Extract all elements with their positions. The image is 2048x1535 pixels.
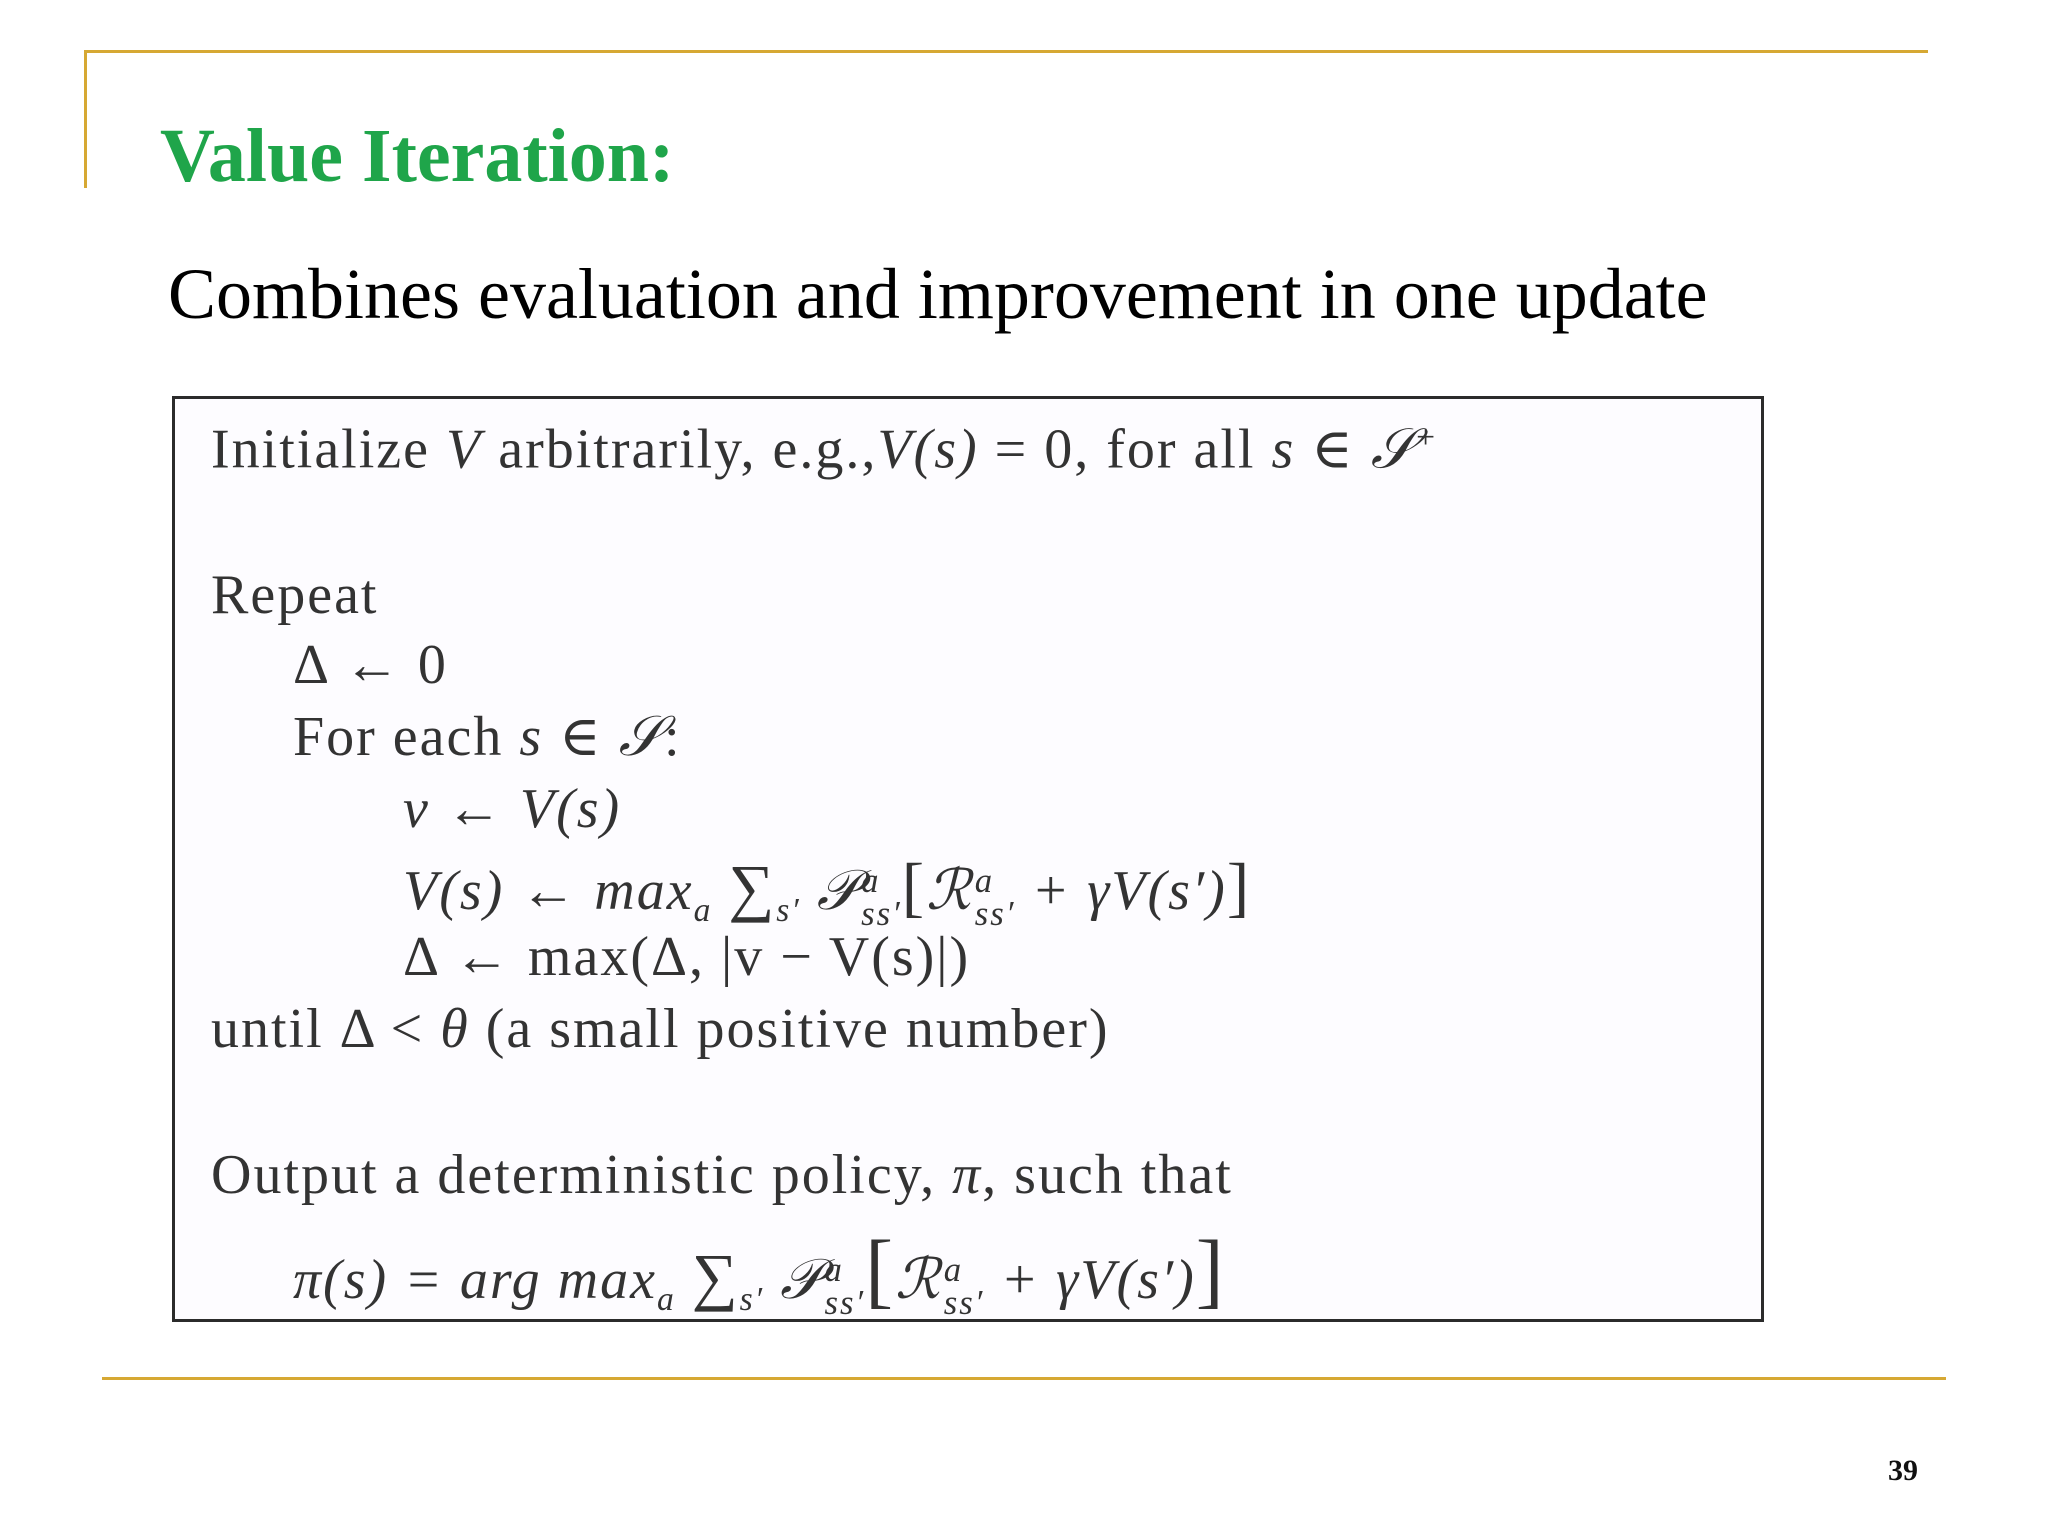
v-assign-line: v ← V(s) <box>403 778 622 840</box>
value-update-line: V(s) ← $\max_a \sum_{s'}$ 𝒫a ss′[ℛa ss′ + γV(s′)] <box>403 849 1252 933</box>
repeat-keyword: Repeat <box>211 564 379 626</box>
algorithm-box <box>172 396 1764 1322</box>
policy-formula-line: π(s) = arg $\max_a \sum_{s'}$ 𝒫a ss′[ℛa ss′ + γV(s′)] <box>293 1224 1226 1322</box>
init-line: Initialize V arbitrarily, e.g.,V(s) = 0, for all s ∈ 𝒮+ <box>211 416 1438 482</box>
output-line: Output a deterministic policy, π, such that <box>211 1144 1233 1206</box>
until-line: until Δ < θ (a small positive number) <box>211 998 1110 1060</box>
slide-title: Value Iteration: <box>160 114 675 198</box>
delta-init-line: Δ ← 0 <box>293 634 448 696</box>
for-each-line: For each s ∈ 𝒮: <box>293 704 682 769</box>
delta-update-line: Δ ← max(Δ, |v − V(s)|) <box>403 926 971 988</box>
page-number: 39 <box>1888 1454 1918 1487</box>
left-decorative-rule <box>84 50 87 188</box>
bottom-decorative-rule <box>102 1377 1946 1380</box>
top-decorative-rule <box>86 50 1928 53</box>
slide-subtitle: Combines evaluation and improvement in one update <box>168 254 1708 334</box>
